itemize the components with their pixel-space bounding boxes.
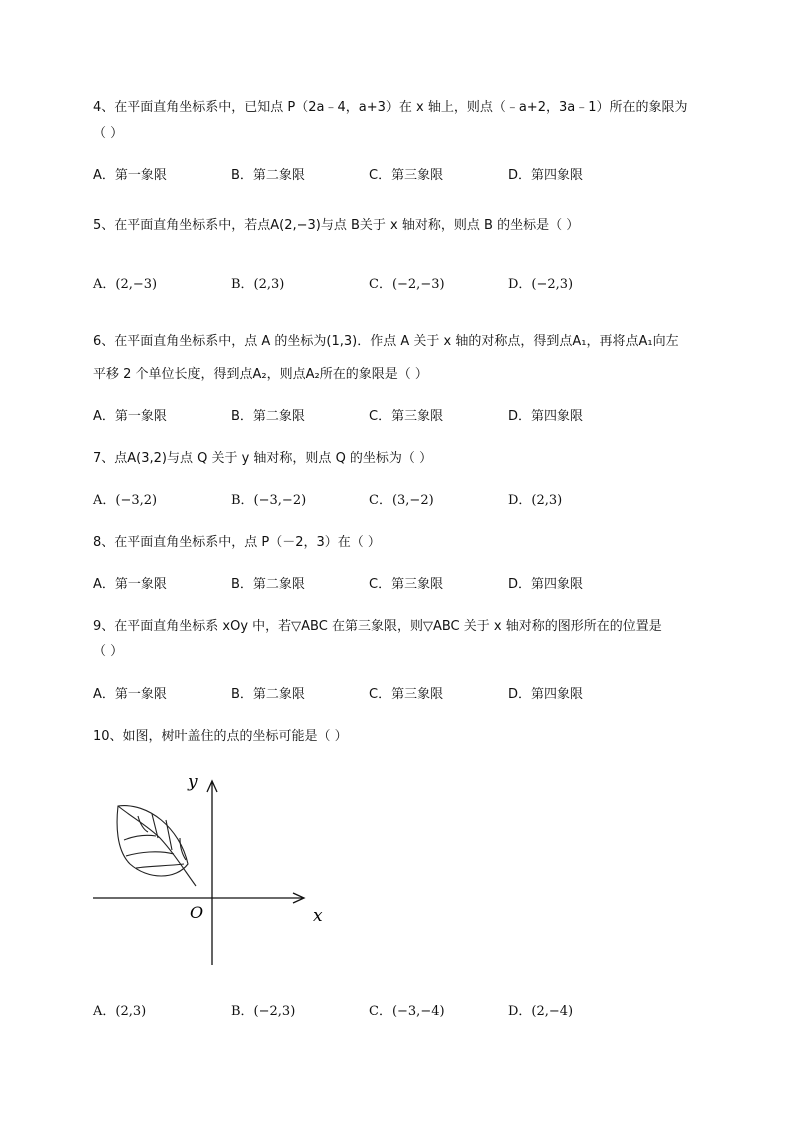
q10-stem: 10、如图，树叶盖住的点的坐标可能是（ ） <box>93 729 348 744</box>
q10-option-a: A．(2,3) <box>93 1004 147 1019</box>
q7-option-a: A．(−3,2) <box>93 493 158 508</box>
q6-option-a: A．第一象限 <box>93 409 167 424</box>
q6-option-b: B．第二象限 <box>231 409 305 424</box>
q8-option-d: D．第四象限 <box>508 577 584 592</box>
q9-options <box>93 686 713 704</box>
q6-stem-line2: 平移 2 个单位长度，得到点A₂，则点A₂所在的象限是（ ） <box>93 367 428 382</box>
q7-options <box>93 492 713 510</box>
q5-option-c: C．(−2,−3) <box>369 277 445 292</box>
q4-option-b: B．第二象限 <box>231 168 305 183</box>
origin-label: O <box>190 903 204 922</box>
q6-option-c: C．第三象限 <box>369 409 444 424</box>
q8-options <box>93 576 713 594</box>
x-axis-label: x <box>313 906 323 926</box>
q5-option-d: D．(−2,3) <box>508 277 574 292</box>
q7-option-c: C．(3,−2) <box>369 493 434 508</box>
q10-options <box>93 1003 713 1021</box>
q9-option-c: C．第三象限 <box>369 687 444 702</box>
q8-option-b: B．第二象限 <box>231 577 305 592</box>
q4-option-d: D．第四象限 <box>508 168 584 183</box>
q10-option-d: D．(2,−4) <box>508 1004 574 1019</box>
q8-option-c: C．第三象限 <box>369 577 444 592</box>
x-axis <box>93 893 304 903</box>
q5-stem: 5、在平面直角坐标系中，若点A(2,−3)与点 B关于 x 轴对称，则点 B 的坐标是（ ） <box>93 218 580 233</box>
q10-option-c: C．(−3,−4) <box>369 1004 445 1019</box>
q8-option-a: A．第一象限 <box>93 577 167 592</box>
q6-options <box>93 408 713 426</box>
q7-option-b: B．(−3,−2) <box>231 493 307 508</box>
q7-stem: 7、点A(3,2)与点 Q 关于 y 轴对称，则点 Q 的坐标为（ ） <box>93 451 433 466</box>
q8-stem: 8、在平面直角坐标系中，点 P（－2，3）在（ ） <box>93 535 381 550</box>
q4-stem-line2: （ ） <box>93 126 124 141</box>
q7-option-d: D．(2,3) <box>508 493 563 508</box>
q6-option-d: D．第四象限 <box>508 409 584 424</box>
leaf-icon <box>117 806 196 886</box>
q5-options <box>93 276 713 294</box>
q5-option-b: B．(2,3) <box>231 277 285 292</box>
y-axis-label: y <box>188 772 198 792</box>
q4-options <box>93 167 713 185</box>
q9-stem-line1: 9、在平面直角坐标系 xOy 中，若▽ABC 在第三象限，则▽ABC 关于 x 轴对称的图形所在的位置是 <box>93 619 662 634</box>
q10-option-b: B．(−2,3) <box>231 1004 296 1019</box>
q4-option-c: C．第三象限 <box>369 168 444 183</box>
y-axis <box>207 781 217 965</box>
q6-stem-line1: 6、在平面直角坐标系中，点 A 的坐标为(1,3)．作点 A 关于 x 轴的对称点，得到点A₁，再将点A₁向左 <box>93 334 679 349</box>
q4-stem-line1: 4、在平面直角坐标系中，已知点 P（2a﹣4，a+3）在 x 轴上，则点（﹣a+2，3a﹣1）所在的象限为 <box>93 100 688 115</box>
q9-stem-line2: （ ） <box>93 644 124 659</box>
q10-coordinate-figure <box>88 768 338 968</box>
q4-option-a: A．第一象限 <box>93 168 167 183</box>
q9-option-b: B．第二象限 <box>231 687 305 702</box>
q9-option-d: D．第四象限 <box>508 687 584 702</box>
q9-option-a: A．第一象限 <box>93 687 167 702</box>
q5-option-a: A．(2,−3) <box>93 277 158 292</box>
